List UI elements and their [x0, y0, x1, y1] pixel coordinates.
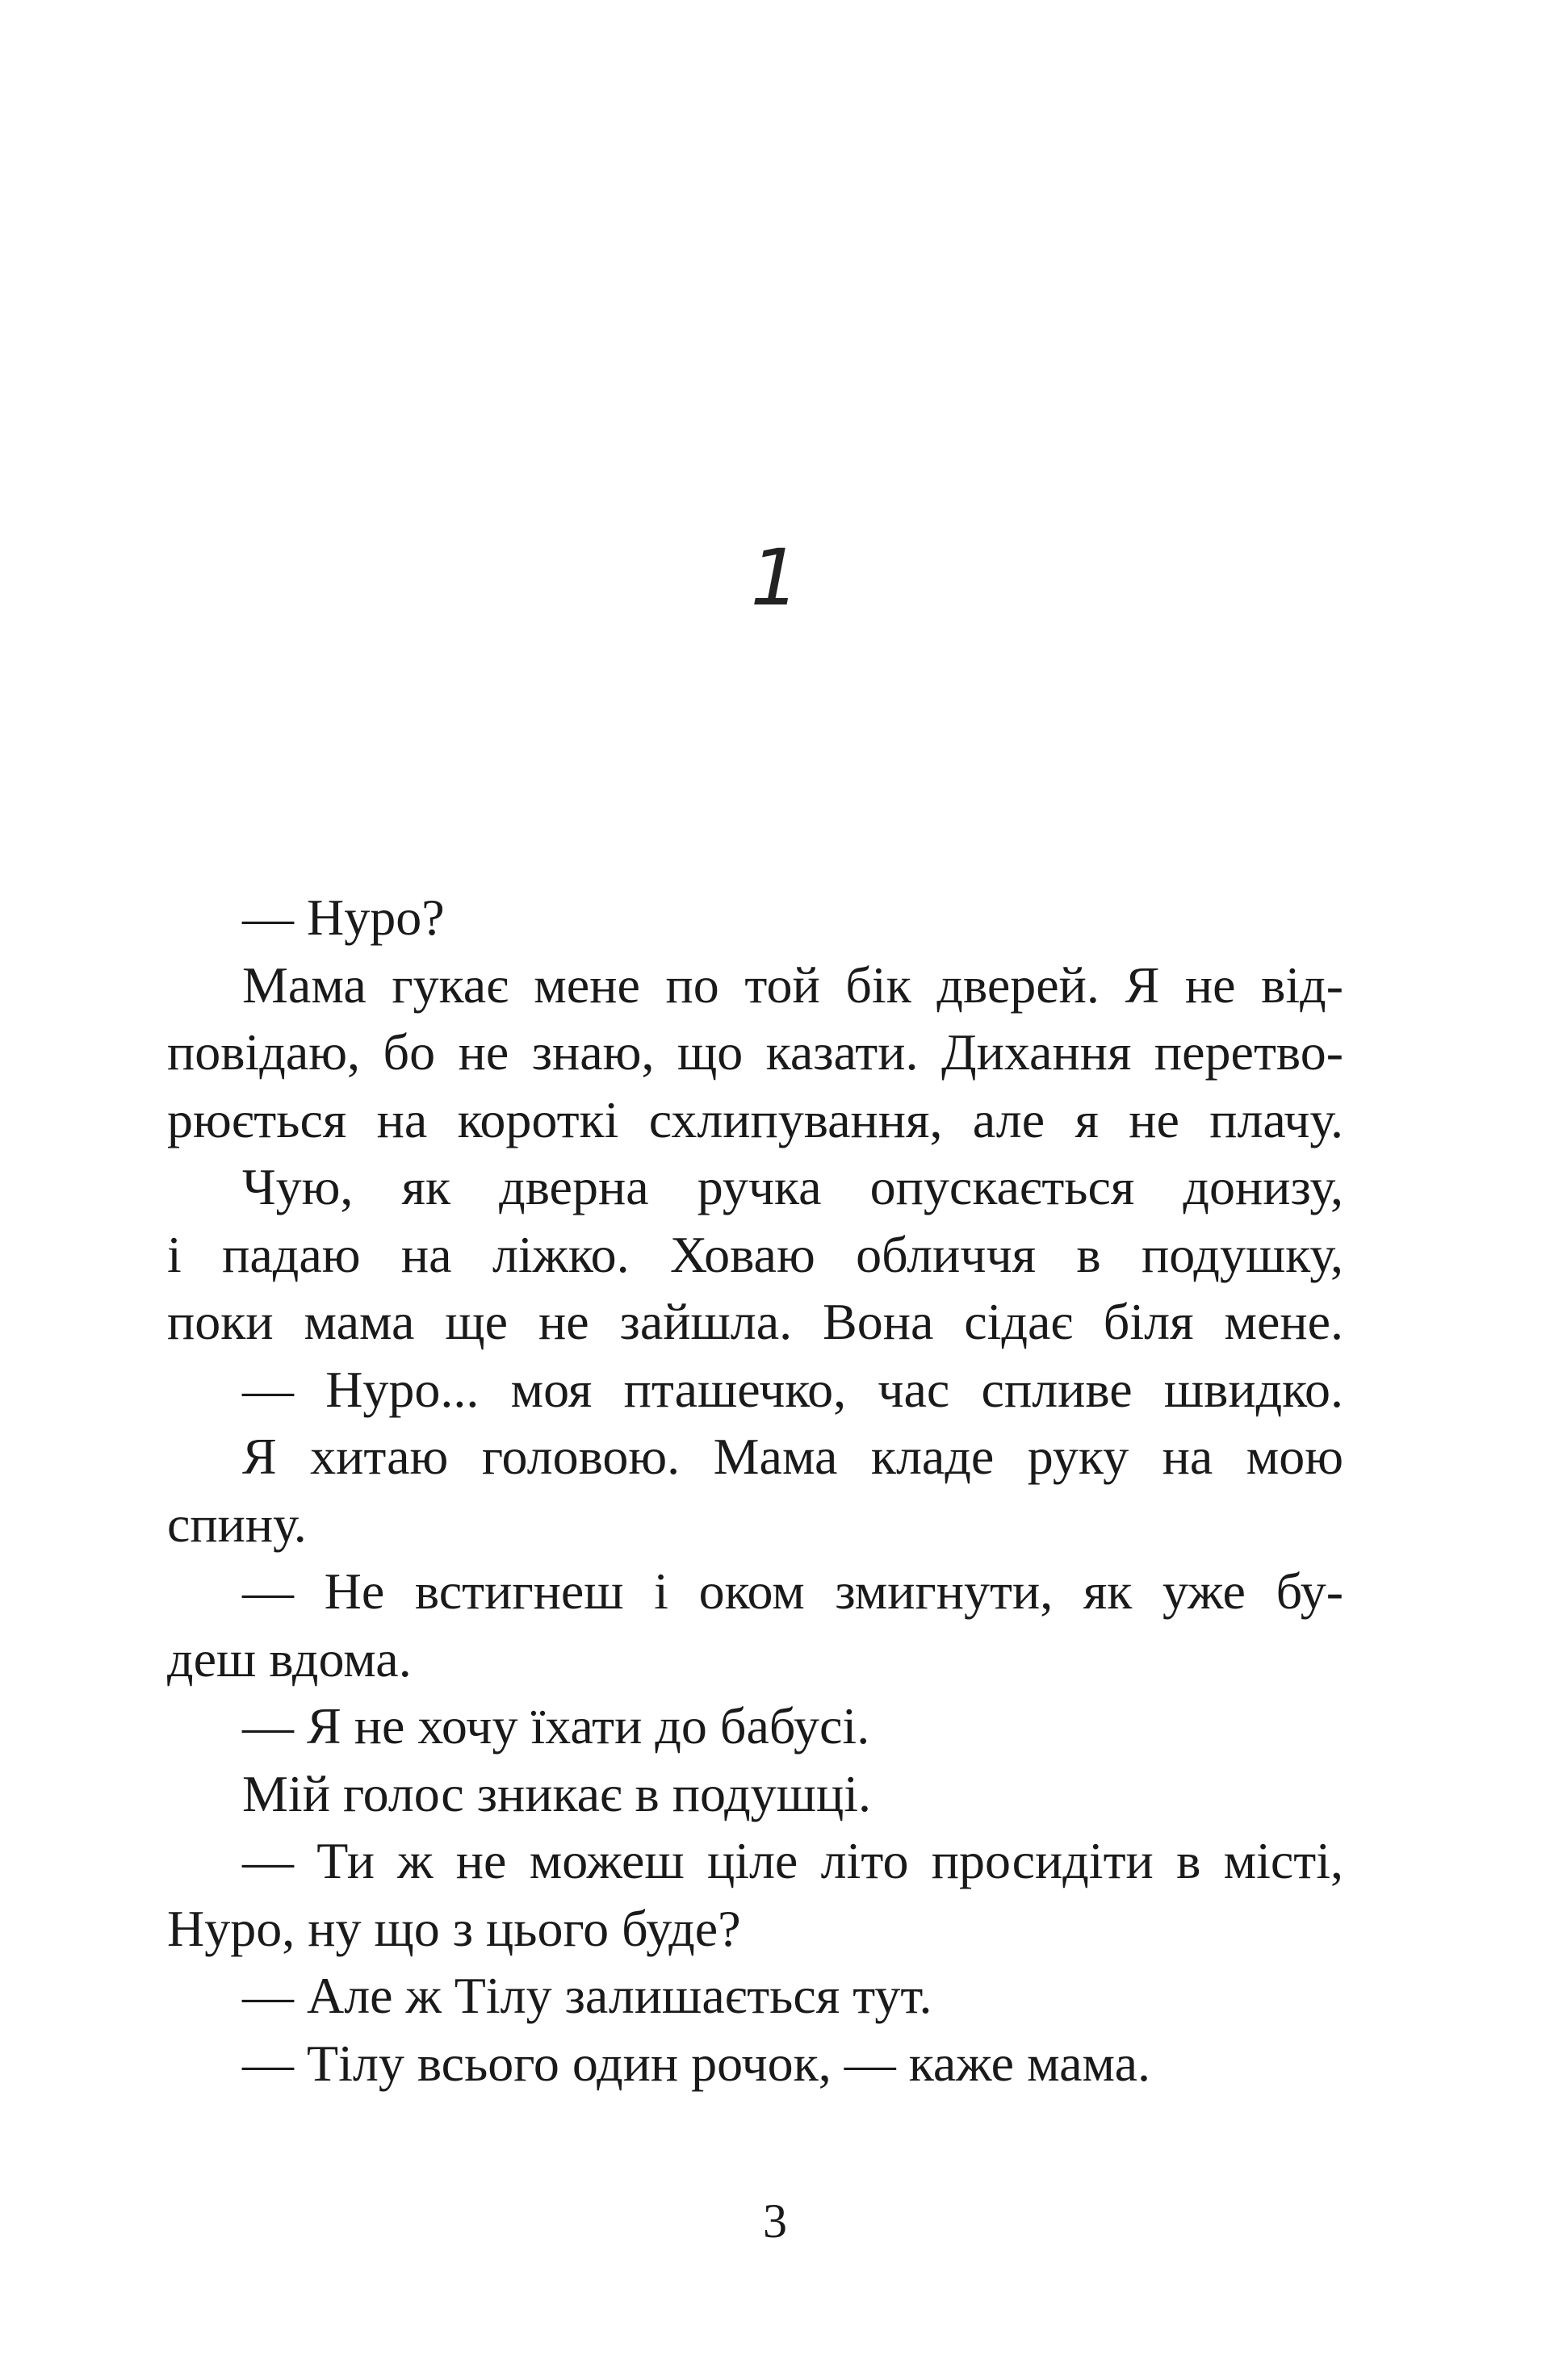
chapter-number: 1 — [750, 533, 800, 623]
text-line: — Нуро? — [242, 889, 445, 946]
text-line: — Не встигнеш і оком змигнути, як уже бу- — [242, 1562, 1343, 1620]
text-line: Я хитаю головою. Мама кладе руку на мою — [242, 1428, 1343, 1485]
text-line: — Я не хочу їхати до бабусі. — [242, 1697, 870, 1755]
page-number: 3 — [763, 2194, 787, 2248]
body-text — [167, 884, 1343, 2097]
text-line: Нуро, ну що з цього буде? — [167, 1899, 741, 1957]
text-line: Мій голос зникає в подушці. — [242, 1764, 871, 1822]
text-line: — Нуро... моя пташечко, час спливе швидко. — [242, 1360, 1343, 1418]
text-line: Чую, як дверна ручка опускається донизу, — [242, 1158, 1343, 1215]
text-line: — Але ж Тілу залишається тут. — [242, 1967, 932, 2024]
text-line: спину. — [167, 1495, 307, 1553]
text-line: — Тілу всього один рочок, — каже мама. — [242, 2034, 1150, 2092]
text-line: деш вдома. — [167, 1629, 412, 1688]
text-line: рюється на короткі схлипування, але я не плачу. — [167, 1090, 1343, 1148]
text-line: повідаю, бо не знаю, що казати. Дихання перетво- — [167, 1023, 1343, 1081]
text-line: поки мама ще не зайшла. Вона сідає біля мене. — [167, 1293, 1343, 1350]
text-line: — Ти ж не можеш ціле літо просидіти в місті, — [242, 1832, 1343, 1889]
text-line: і падаю на ліжко. Ховаю обличчя в подушку, — [167, 1225, 1343, 1283]
text-line: Мама гукає мене по той бік дверей. Я не від- — [242, 956, 1343, 1014]
